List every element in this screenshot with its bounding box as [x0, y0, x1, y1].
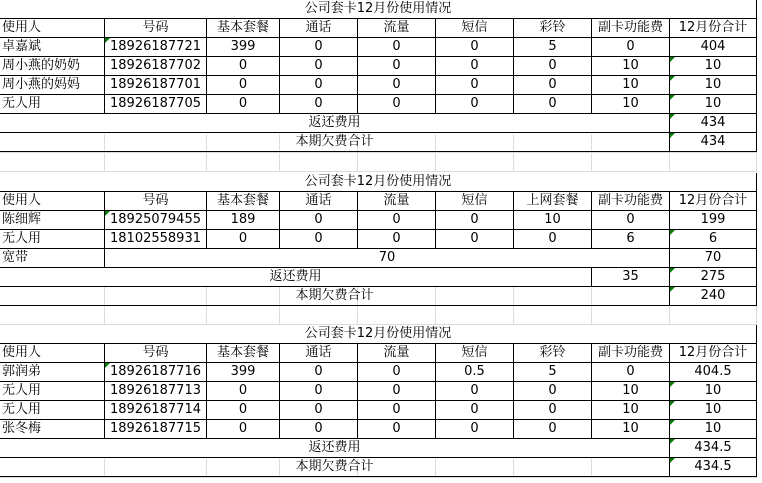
- value-cell[interactable]: 0: [280, 57, 358, 76]
- refund-label: 返还费用: [0, 268, 592, 287]
- value-cell[interactable]: 0: [436, 230, 514, 249]
- value-cell[interactable]: 0: [280, 95, 358, 114]
- column-header: 短信: [436, 192, 514, 211]
- user-name-cell[interactable]: 无人用: [0, 95, 105, 114]
- value-cell[interactable]: 10: [670, 420, 757, 439]
- value-cell[interactable]: 0: [358, 38, 436, 57]
- value-cell[interactable]: 0: [358, 211, 436, 230]
- user-name-cell[interactable]: 张冬梅: [0, 420, 105, 439]
- value-cell[interactable]: 404.5: [670, 363, 757, 382]
- column-header: 使用人: [0, 344, 105, 363]
- value-cell[interactable]: 0: [358, 363, 436, 382]
- value-cell[interactable]: 0: [436, 211, 514, 230]
- value-cell[interactable]: 0: [436, 382, 514, 401]
- value-cell[interactable]: 0: [280, 211, 358, 230]
- column-header: 流量: [358, 19, 436, 38]
- due-total-label: 本期欠费合计: [0, 133, 670, 152]
- column-header: 12月份合计: [670, 19, 757, 38]
- value-cell[interactable]: 404: [670, 38, 757, 57]
- value-cell[interactable]: 0: [592, 38, 670, 57]
- column-header: 通话: [280, 344, 358, 363]
- column-header: 使用人: [0, 192, 105, 211]
- user-name-cell[interactable]: 无人用: [0, 382, 105, 401]
- value-cell[interactable]: 0: [358, 420, 436, 439]
- column-header: 上网套餐: [514, 192, 592, 211]
- value-cell[interactable]: 0: [592, 363, 670, 382]
- value-cell[interactable]: 0: [436, 76, 514, 95]
- column-header: 副卡功能费: [592, 344, 670, 363]
- user-name-cell[interactable]: 卓嘉斌: [0, 38, 105, 57]
- broadband-label: 宽带: [0, 249, 105, 268]
- value-cell[interactable]: 0: [436, 401, 514, 420]
- phone-number-cell[interactable]: 18926187705: [105, 95, 207, 114]
- empty-grid-cell[interactable]: [207, 306, 280, 325]
- value-cell[interactable]: 0: [514, 420, 592, 439]
- empty-grid-cell[interactable]: [592, 153, 670, 172]
- value-cell[interactable]: 0: [358, 95, 436, 114]
- column-header: 副卡功能费: [592, 192, 670, 211]
- column-header: 使用人: [0, 19, 105, 38]
- column-header: 号码: [105, 192, 207, 211]
- column-header: 基本套餐: [207, 19, 280, 38]
- value-cell[interactable]: 199: [670, 211, 757, 230]
- due-total-value[interactable]: 434.5: [670, 458, 757, 477]
- user-name-cell[interactable]: 无人用: [0, 230, 105, 249]
- value-cell[interactable]: 10: [670, 76, 757, 95]
- empty-grid-cell[interactable]: [514, 306, 592, 325]
- value-cell[interactable]: 0: [514, 76, 592, 95]
- empty-grid-cell[interactable]: [358, 153, 436, 172]
- value-cell[interactable]: 0: [436, 38, 514, 57]
- phone-number-cell[interactable]: 18925079455: [105, 211, 207, 230]
- refund-label: 返还费用: [0, 114, 670, 133]
- value-cell[interactable]: 0: [280, 363, 358, 382]
- value-cell[interactable]: 10: [592, 420, 670, 439]
- value-cell[interactable]: 0: [207, 230, 280, 249]
- empty-grid-cell[interactable]: [670, 153, 757, 172]
- user-name-cell[interactable]: 周小燕的妈妈: [0, 76, 105, 95]
- value-cell[interactable]: 10: [670, 57, 757, 76]
- phone-number-cell[interactable]: 18926187715: [105, 420, 207, 439]
- broadband-value[interactable]: 70: [105, 249, 670, 268]
- empty-grid-cell[interactable]: [514, 153, 592, 172]
- value-cell[interactable]: 0: [514, 57, 592, 76]
- refund-total[interactable]: 434: [670, 114, 757, 133]
- empty-grid-cell[interactable]: [0, 306, 105, 325]
- column-header: 基本套餐: [207, 344, 280, 363]
- column-header: 12月份合计: [670, 344, 757, 363]
- value-cell[interactable]: 0: [358, 76, 436, 95]
- value-cell[interactable]: 10: [670, 401, 757, 420]
- value-cell[interactable]: 0: [280, 382, 358, 401]
- value-cell[interactable]: 0: [358, 382, 436, 401]
- value-cell[interactable]: 10: [592, 76, 670, 95]
- phone-number-cell[interactable]: 18926187702: [105, 57, 207, 76]
- column-header: 副卡功能费: [592, 19, 670, 38]
- value-cell[interactable]: 6: [592, 230, 670, 249]
- value-cell[interactable]: 399: [207, 363, 280, 382]
- broadband-total[interactable]: 70: [670, 249, 757, 268]
- empty-grid-cell[interactable]: [105, 306, 207, 325]
- value-cell[interactable]: 0: [514, 230, 592, 249]
- value-cell[interactable]: 0: [358, 230, 436, 249]
- due-total-value[interactable]: 240: [670, 287, 757, 306]
- refund-value[interactable]: 35: [592, 268, 670, 287]
- value-cell[interactable]: 0: [592, 211, 670, 230]
- phone-number-cell[interactable]: 18102558931: [105, 230, 207, 249]
- value-cell[interactable]: 0.5: [436, 363, 514, 382]
- value-cell[interactable]: 10: [592, 382, 670, 401]
- user-name-cell[interactable]: 郭润弟: [0, 363, 105, 382]
- empty-grid-cell[interactable]: [358, 306, 436, 325]
- refund-total[interactable]: 434.5: [670, 439, 757, 458]
- value-cell[interactable]: 0: [358, 401, 436, 420]
- value-cell[interactable]: 0: [280, 38, 358, 57]
- value-cell[interactable]: 0: [207, 420, 280, 439]
- value-cell[interactable]: 0: [514, 382, 592, 401]
- column-header: 彩铃: [514, 344, 592, 363]
- value-cell[interactable]: 6: [670, 230, 757, 249]
- value-cell[interactable]: 10: [592, 401, 670, 420]
- value-cell[interactable]: 10: [670, 95, 757, 114]
- table-title: 公司套卡12月份使用情况: [0, 173, 757, 192]
- empty-grid-cell[interactable]: [436, 306, 514, 325]
- phone-number-cell[interactable]: 18926187701: [105, 76, 207, 95]
- empty-grid-cell[interactable]: [207, 153, 280, 172]
- value-cell[interactable]: 10: [670, 382, 757, 401]
- value-cell[interactable]: 0: [436, 95, 514, 114]
- column-header: 彩铃: [514, 19, 592, 38]
- value-cell[interactable]: 399: [207, 38, 280, 57]
- user-name-cell[interactable]: 陈细辉: [0, 211, 105, 230]
- value-cell[interactable]: 0: [280, 230, 358, 249]
- column-header: 号码: [105, 344, 207, 363]
- empty-grid-cell[interactable]: [0, 153, 105, 172]
- user-name-cell[interactable]: 周小燕的奶奶: [0, 57, 105, 76]
- value-cell[interactable]: 0: [280, 420, 358, 439]
- empty-grid-cell[interactable]: [592, 306, 670, 325]
- refund-total[interactable]: 275: [670, 268, 757, 287]
- value-cell[interactable]: 0: [280, 401, 358, 420]
- column-header: 12月份合计: [670, 192, 757, 211]
- value-cell[interactable]: 10: [592, 95, 670, 114]
- value-cell[interactable]: 189: [207, 211, 280, 230]
- due-total-value[interactable]: 434: [670, 133, 757, 152]
- value-cell[interactable]: 5: [514, 363, 592, 382]
- value-cell[interactable]: 0: [514, 401, 592, 420]
- value-cell[interactable]: 0: [207, 76, 280, 95]
- column-header: 短信: [436, 344, 514, 363]
- column-header: 基本套餐: [207, 192, 280, 211]
- table-title: 公司套卡12月份使用情况: [0, 325, 757, 344]
- value-cell[interactable]: 0: [207, 401, 280, 420]
- phone-number-cell[interactable]: 18926187713: [105, 382, 207, 401]
- value-cell[interactable]: 0: [436, 57, 514, 76]
- value-cell[interactable]: 10: [592, 57, 670, 76]
- user-name-cell[interactable]: 无人用: [0, 401, 105, 420]
- column-header: 短信: [436, 19, 514, 38]
- value-cell[interactable]: 0: [358, 57, 436, 76]
- refund-label: 返还费用: [0, 439, 670, 458]
- phone-number-cell[interactable]: 18926187716: [105, 363, 207, 382]
- value-cell[interactable]: 0: [207, 57, 280, 76]
- empty-grid-cell[interactable]: [280, 153, 358, 172]
- due-total-label: 本期欠费合计: [0, 458, 670, 477]
- due-total-label: 本期欠费合计: [0, 287, 670, 306]
- value-cell[interactable]: 10: [514, 211, 592, 230]
- value-cell[interactable]: 5: [514, 38, 592, 57]
- value-cell[interactable]: 0: [514, 95, 592, 114]
- column-header: 流量: [358, 344, 436, 363]
- empty-grid-cell[interactable]: [105, 153, 207, 172]
- value-cell[interactable]: 0: [280, 76, 358, 95]
- empty-grid-cell[interactable]: [280, 306, 358, 325]
- phone-number-cell[interactable]: 18926187714: [105, 401, 207, 420]
- value-cell[interactable]: 0: [436, 420, 514, 439]
- table-title: 公司套卡12月份使用情况: [0, 0, 757, 19]
- column-header: 通话: [280, 19, 358, 38]
- phone-number-cell[interactable]: 18926187721: [105, 38, 207, 57]
- empty-grid-cell[interactable]: [436, 153, 514, 172]
- column-header: 流量: [358, 192, 436, 211]
- column-header: 号码: [105, 19, 207, 38]
- value-cell[interactable]: 0: [207, 95, 280, 114]
- column-header: 通话: [280, 192, 358, 211]
- value-cell[interactable]: 0: [207, 382, 280, 401]
- empty-grid-cell[interactable]: [670, 306, 757, 325]
